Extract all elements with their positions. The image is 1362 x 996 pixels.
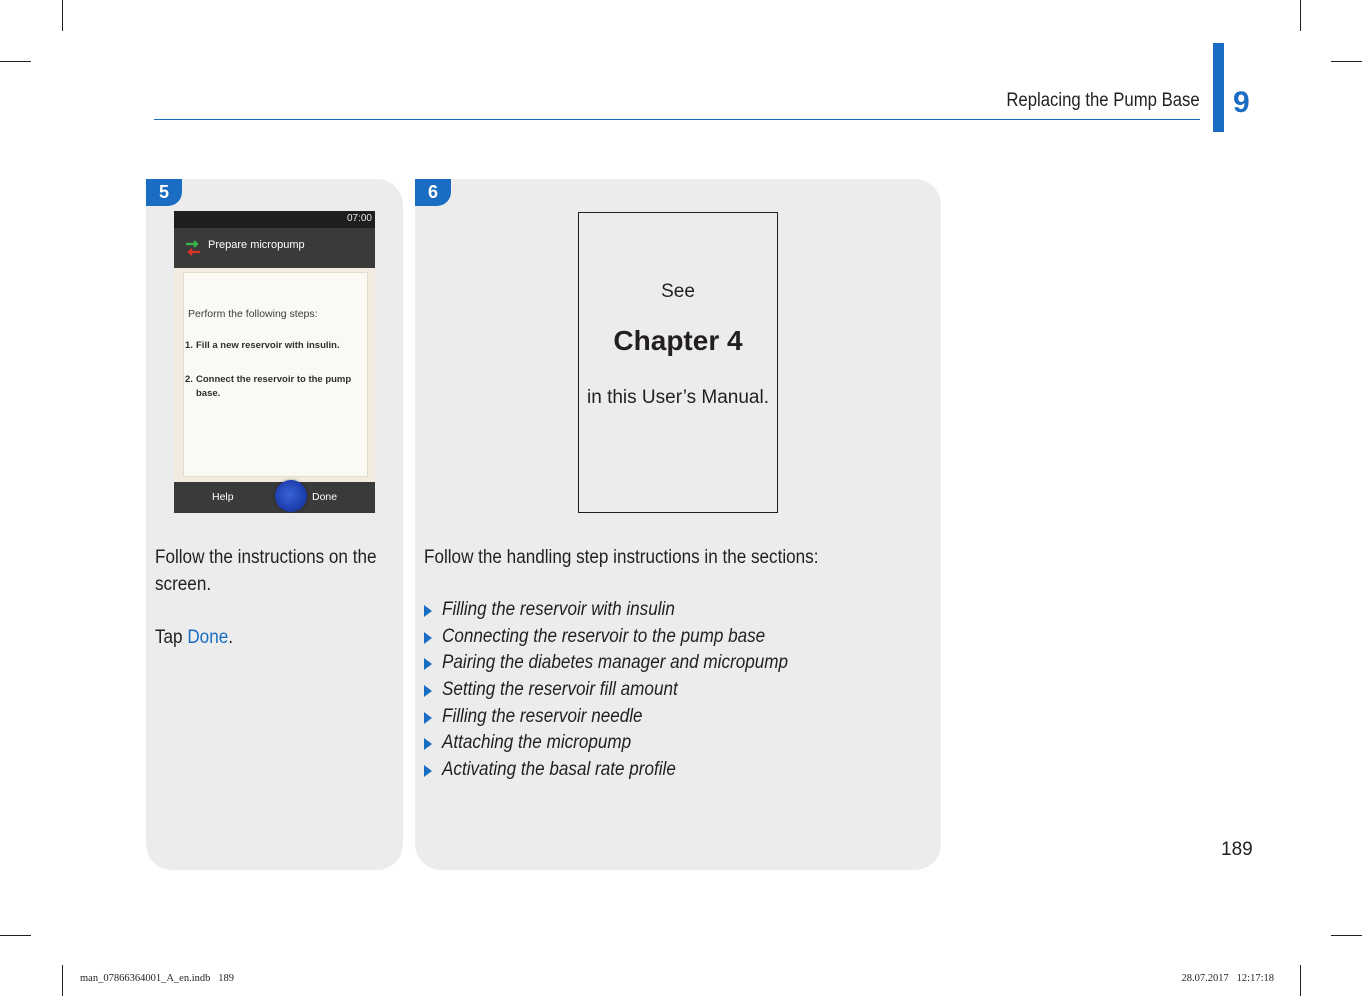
- page-number: 189: [1221, 839, 1253, 860]
- crop-mark: [1331, 61, 1362, 62]
- status-bar: [174, 211, 375, 228]
- crop-mark: [0, 935, 31, 936]
- crop-mark: [1331, 935, 1362, 936]
- help-button[interactable]: Help: [212, 491, 234, 503]
- triangle-bullet-icon: [424, 605, 432, 617]
- tap-suffix: .: [228, 627, 233, 648]
- crop-mark: [62, 0, 63, 31]
- print-timestamp: 28.07.2017 12:17:18: [1181, 973, 1274, 984]
- step-5-instruction: Follow the instructions on the screen.: [155, 547, 377, 595]
- crop-mark: [1300, 965, 1301, 996]
- section-link[interactable]: Attaching the micropump: [442, 732, 632, 754]
- screen-header: [174, 228, 375, 268]
- header-rule: [154, 119, 1200, 120]
- triangle-bullet-icon: [424, 658, 432, 670]
- status-time: 07:00: [346, 213, 372, 224]
- triangle-bullet-icon: [424, 632, 432, 644]
- screen-intro: Perform the following steps:: [188, 308, 318, 320]
- triangle-bullet-icon: [424, 685, 432, 697]
- chapter-number: 9: [1233, 86, 1250, 119]
- triangle-bullet-icon: [424, 765, 432, 777]
- reference-chapter[interactable]: Chapter 4: [613, 325, 743, 356]
- crop-mark: [1300, 0, 1301, 31]
- tap-done-instruction: [155, 624, 233, 651]
- step-6-badge: 6: [415, 179, 451, 206]
- step-6-instruction: Follow the handling step instructions in the sections:: [424, 547, 819, 568]
- triangle-bullet-icon: [424, 738, 432, 750]
- section-link[interactable]: Pairing the diabetes manager and micropump: [442, 652, 789, 674]
- print-file-name: man_07866364001_A_en.indb 189: [80, 973, 234, 984]
- screen-step-2: [185, 373, 356, 401]
- touch-indicator: [275, 480, 307, 512]
- chapter-reference-box: [578, 212, 778, 513]
- chapter-tab: [1213, 43, 1224, 132]
- screen-step-1: [185, 339, 356, 353]
- done-button[interactable]: Done: [312, 491, 338, 503]
- screen-title: Prepare micropump: [208, 239, 305, 251]
- swap-arrows-icon: [185, 238, 201, 258]
- section-link[interactable]: Connecting the reservoir to the pump base: [442, 625, 766, 647]
- device-screenshot: [174, 211, 375, 513]
- section-link[interactable]: Setting the reservoir fill amount: [442, 679, 678, 701]
- screen-step-text: Connect the reservoir to the pump base.: [196, 374, 352, 399]
- screen-step-number: 1.: [185, 340, 193, 351]
- tap-prefix: Tap: [155, 627, 188, 648]
- screen-step-number: 2.: [185, 374, 193, 385]
- screen-step-text: Fill a new reservoir with insulin.: [196, 340, 340, 351]
- section-title: Replacing the Pump Base: [1006, 90, 1200, 111]
- crop-mark: [62, 965, 63, 996]
- done-link[interactable]: Done: [187, 627, 229, 648]
- crop-mark: [0, 61, 31, 62]
- triangle-bullet-icon: [424, 712, 432, 724]
- section-link[interactable]: Filling the reservoir with insulin: [442, 599, 675, 620]
- section-link[interactable]: Filling the reservoir needle: [442, 705, 643, 727]
- step-5-badge: 5: [146, 179, 182, 206]
- reference-manual: in this User’s Manual.: [587, 387, 769, 408]
- section-link[interactable]: Activating the basal rate profile: [442, 759, 676, 781]
- reference-see: See: [661, 281, 695, 302]
